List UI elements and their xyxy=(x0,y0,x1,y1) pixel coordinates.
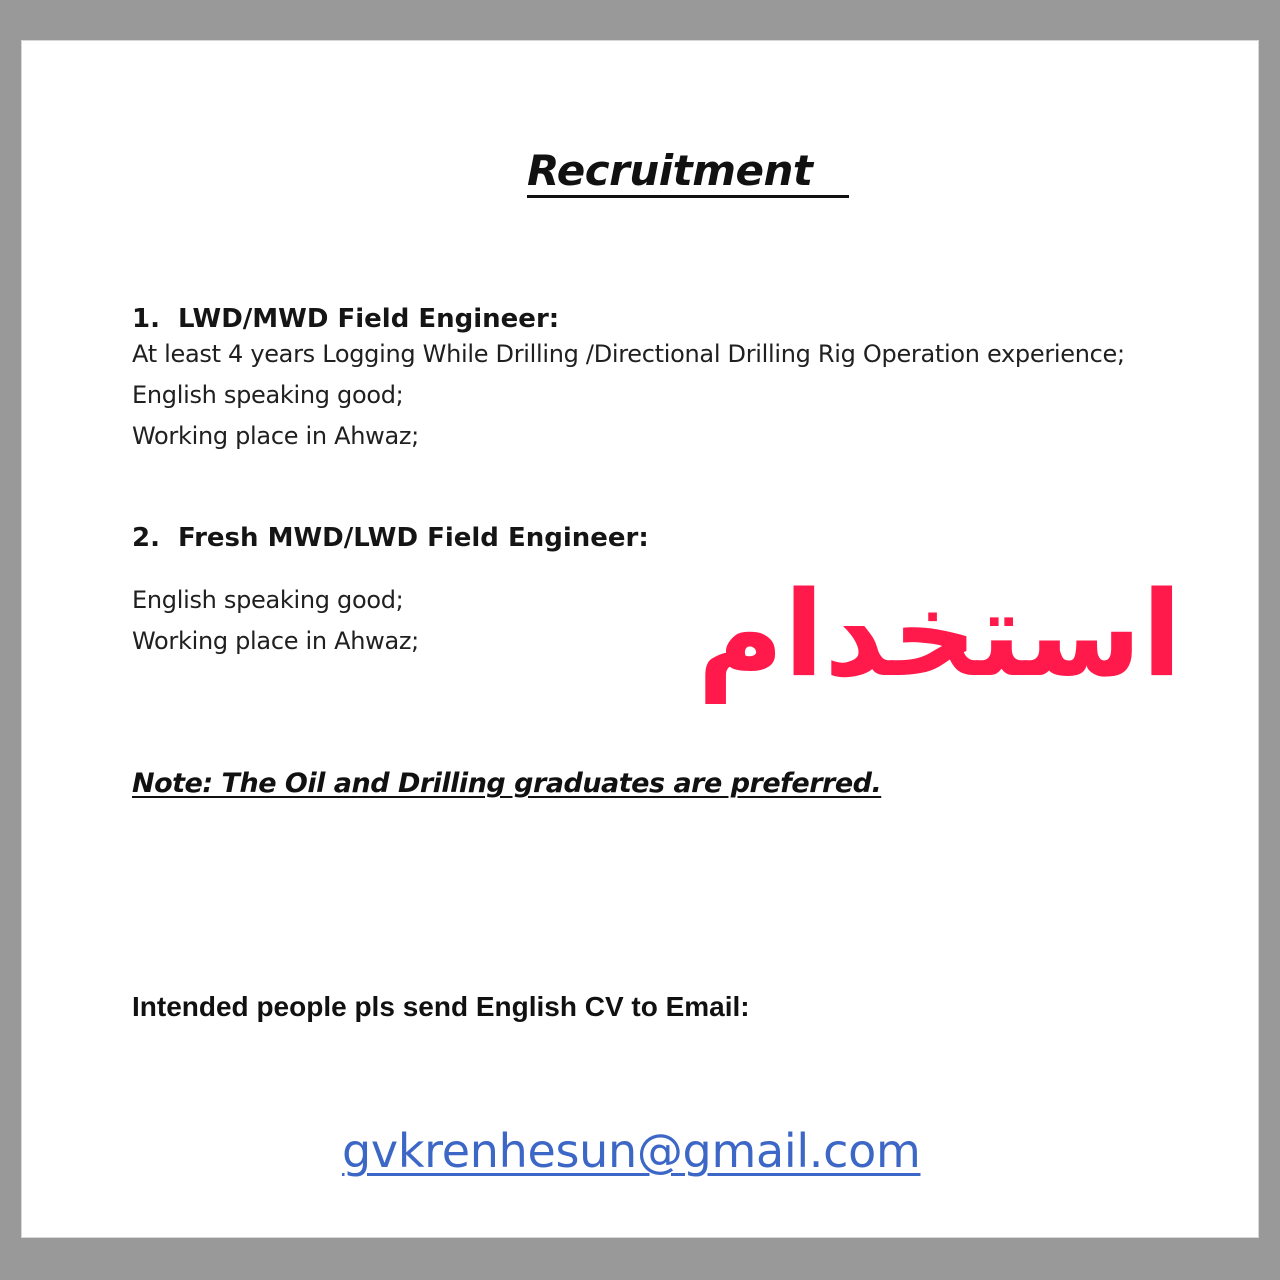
requirement-line: At least 4 years Logging While Drilling /Directional Drilling Rig Operation experience; xyxy=(132,340,1125,368)
position-1-title: LWD/MWD Field Engineer: xyxy=(178,304,560,334)
position-2-heading xyxy=(132,521,649,555)
requirement-line: Working place in Ahwaz; xyxy=(132,627,419,655)
document-page xyxy=(21,40,1259,1238)
position-2-requirements xyxy=(132,580,419,662)
position-1-heading xyxy=(132,302,559,336)
position-1-requirements xyxy=(132,334,1125,457)
position-1-number: 1. xyxy=(132,304,160,334)
persian-stamp-text: استخدام xyxy=(697,565,1182,703)
requirement-line: Working place in Ahwaz; xyxy=(132,422,419,450)
note-text: Note: The Oil and Drilling graduates are preferred. xyxy=(132,768,882,799)
title-underline xyxy=(527,195,849,198)
position-2-title: Fresh MWD/LWD Field Engineer: xyxy=(178,523,649,553)
requirement-line: English speaking good; xyxy=(132,381,404,409)
email-link[interactable]: gvkrenhesun@gmail.com xyxy=(342,1124,921,1178)
position-2-number: 2. xyxy=(132,523,160,553)
requirement-line: English speaking good; xyxy=(132,586,404,614)
page-title: Recruitment xyxy=(527,146,813,195)
application-instruction: Intended people pls send English CV to Email: xyxy=(132,991,750,1022)
